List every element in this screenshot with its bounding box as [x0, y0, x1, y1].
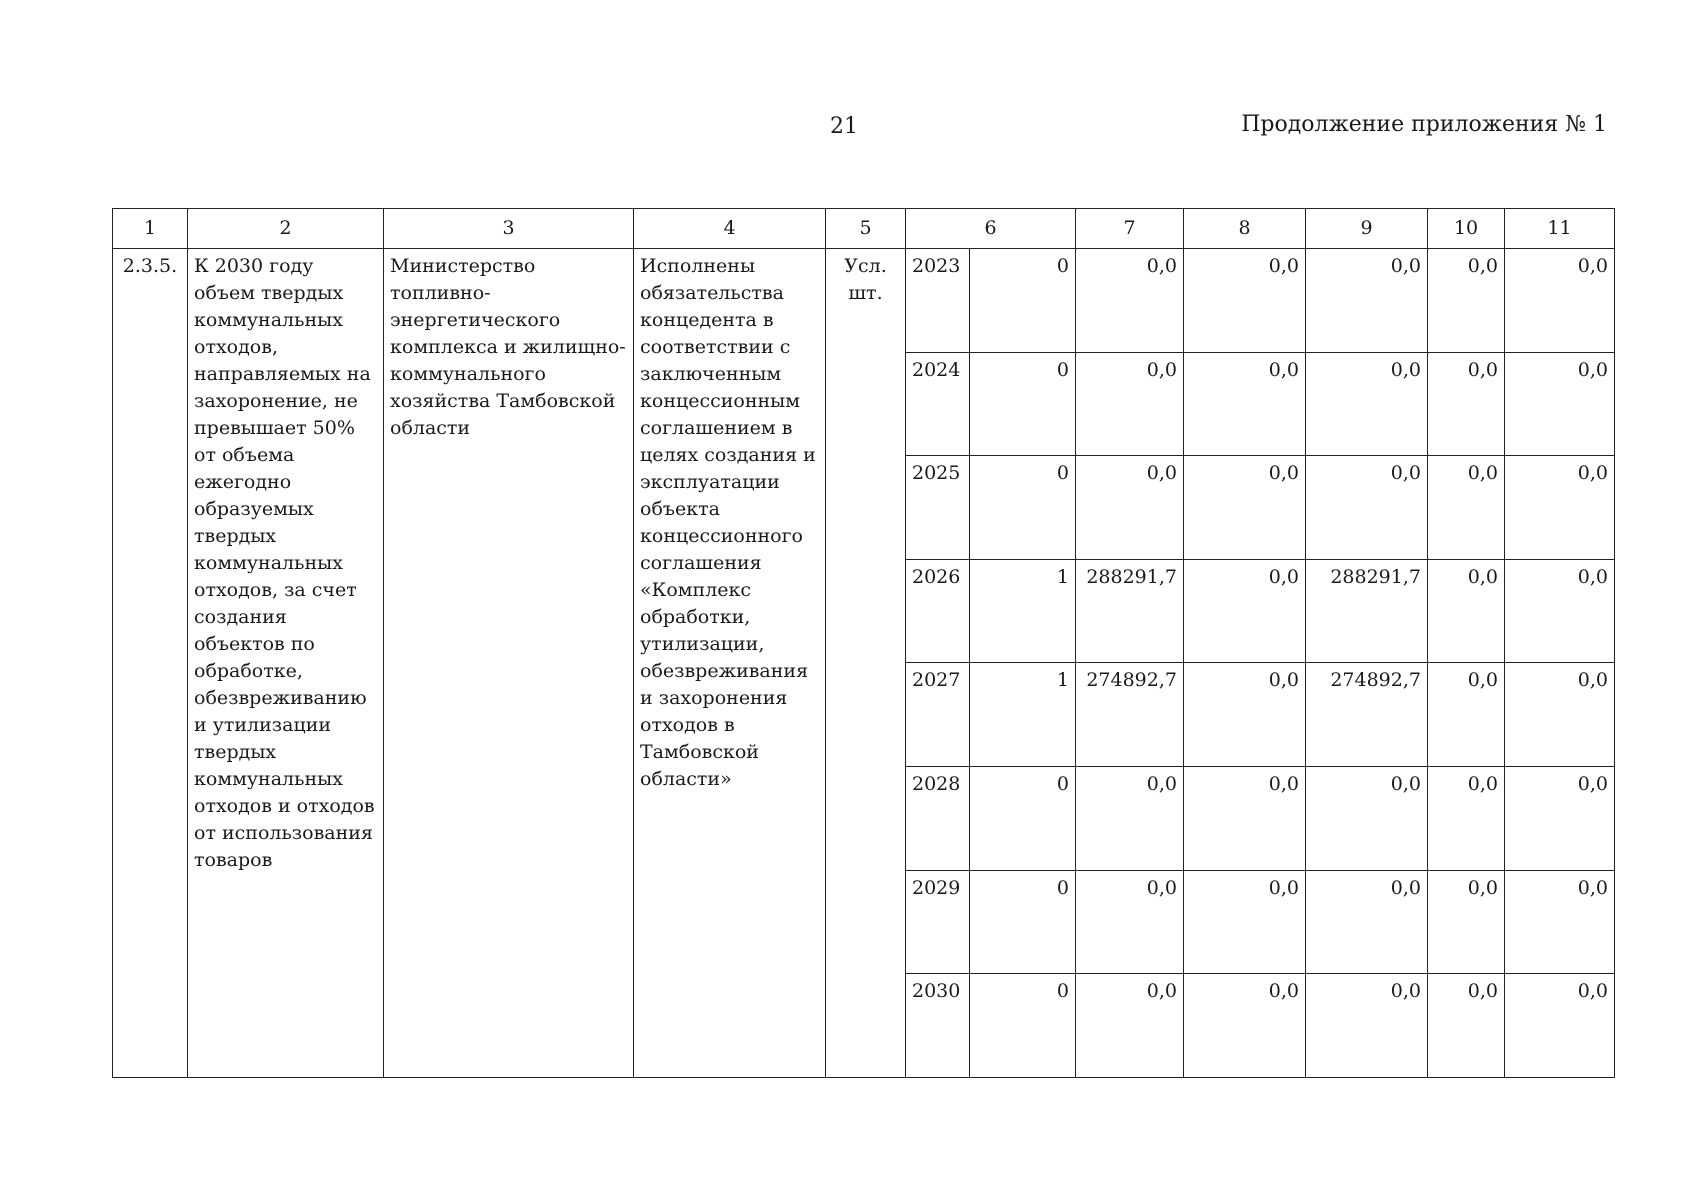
year-cell: 2028	[906, 767, 970, 871]
header-cell: 4	[634, 209, 826, 249]
header-cell: 1	[113, 209, 188, 249]
header-cell: 2	[188, 209, 384, 249]
col8-cell: 0,0	[1184, 456, 1306, 560]
col11-cell: 0,0	[1505, 352, 1615, 456]
col7-cell: 0,0	[1076, 352, 1184, 456]
col11-cell: 0,0	[1505, 456, 1615, 560]
col8-cell: 0,0	[1184, 352, 1306, 456]
col11-cell: 0,0	[1505, 559, 1615, 663]
header-cell: 8	[1184, 209, 1306, 249]
header-cell: 7	[1076, 209, 1184, 249]
year-cell: 2030	[906, 974, 970, 1078]
year-cell: 2023	[906, 249, 970, 353]
year-cell: 2024	[906, 352, 970, 456]
col10-cell: 0,0	[1428, 456, 1505, 560]
col10-cell: 0,0	[1428, 974, 1505, 1078]
year-cell: 2025	[906, 456, 970, 560]
col10-cell: 0,0	[1428, 559, 1505, 663]
col11-cell: 0,0	[1505, 974, 1615, 1078]
col8-cell: 0,0	[1184, 767, 1306, 871]
appendix-continuation: Продолжение приложения № 1	[1241, 112, 1607, 137]
col9-cell: 0,0	[1306, 870, 1428, 974]
col7-cell: 0,0	[1076, 974, 1184, 1078]
page-number: 21	[830, 114, 858, 139]
value-cell: 0	[970, 456, 1076, 560]
header-cell: 5	[826, 209, 906, 249]
header-cell: 11	[1505, 209, 1615, 249]
col10-cell: 0,0	[1428, 249, 1505, 353]
col8-cell: 0,0	[1184, 249, 1306, 353]
col7-cell: 274892,7	[1076, 663, 1184, 767]
col11-cell: 0,0	[1505, 249, 1615, 353]
col9-cell: 288291,7	[1306, 559, 1428, 663]
row-responsible: Министерство топливно-энергетического комплекса и жилищно-коммунального хозяйства Тамбовской области	[384, 249, 634, 1078]
col9-cell: 0,0	[1306, 767, 1428, 871]
col11-cell: 0,0	[1505, 663, 1615, 767]
col10-cell: 0,0	[1428, 870, 1505, 974]
table-header-row	[113, 209, 1615, 249]
year-cell: 2026	[906, 559, 970, 663]
value-cell: 1	[970, 663, 1076, 767]
col11-cell: 0,0	[1505, 870, 1615, 974]
row-code: 2.3.5.	[113, 249, 188, 1078]
col8-cell: 0,0	[1184, 974, 1306, 1078]
col8-cell: 0,0	[1184, 559, 1306, 663]
col10-cell: 0,0	[1428, 767, 1505, 871]
col10-cell: 0,0	[1428, 352, 1505, 456]
col11-cell: 0,0	[1505, 767, 1615, 871]
header-cell: 10	[1428, 209, 1505, 249]
row-goal: К 2030 году объем твердых коммунальных отходов, направляемых на захоронение, не превышает 50% от объема ежегодно образуемых твердых коммунальных отходов, за счет создания объектов по обработке, обезвреживанию и утилизации твердых коммунальных отходов и отходов от использования товаров	[188, 249, 384, 1078]
header-cell: 6	[906, 209, 1076, 249]
value-cell: 0	[970, 870, 1076, 974]
year-cell: 2027	[906, 663, 970, 767]
value-cell: 0	[970, 249, 1076, 353]
table-row	[113, 249, 1615, 353]
col7-cell: 0,0	[1076, 456, 1184, 560]
col10-cell: 0,0	[1428, 663, 1505, 767]
value-cell: 0	[970, 352, 1076, 456]
value-cell: 0	[970, 974, 1076, 1078]
row-result: Исполнены обязательства концедента в соответствии с заключенным концессионным соглашением в целях создания и эксплуатации объекта концессионного соглашения «Комплекс обработки, утилизации, обезвреживания и захоронения отходов в Тамбовской области»	[634, 249, 826, 1078]
col9-cell: 0,0	[1306, 456, 1428, 560]
col7-cell: 0,0	[1076, 249, 1184, 353]
col9-cell: 0,0	[1306, 352, 1428, 456]
col9-cell: 274892,7	[1306, 663, 1428, 767]
col7-cell: 0,0	[1076, 870, 1184, 974]
col8-cell: 0,0	[1184, 870, 1306, 974]
value-cell: 0	[970, 767, 1076, 871]
col9-cell: 0,0	[1306, 249, 1428, 353]
header-cell: 3	[384, 209, 634, 249]
value-cell: 1	[970, 559, 1076, 663]
year-cell: 2029	[906, 870, 970, 974]
row-unit: Усл. шт.	[826, 249, 906, 1078]
data-table	[112, 208, 1615, 1078]
col8-cell: 0,0	[1184, 663, 1306, 767]
col7-cell: 288291,7	[1076, 559, 1184, 663]
header-cell: 9	[1306, 209, 1428, 249]
col9-cell: 0,0	[1306, 974, 1428, 1078]
col7-cell: 0,0	[1076, 767, 1184, 871]
